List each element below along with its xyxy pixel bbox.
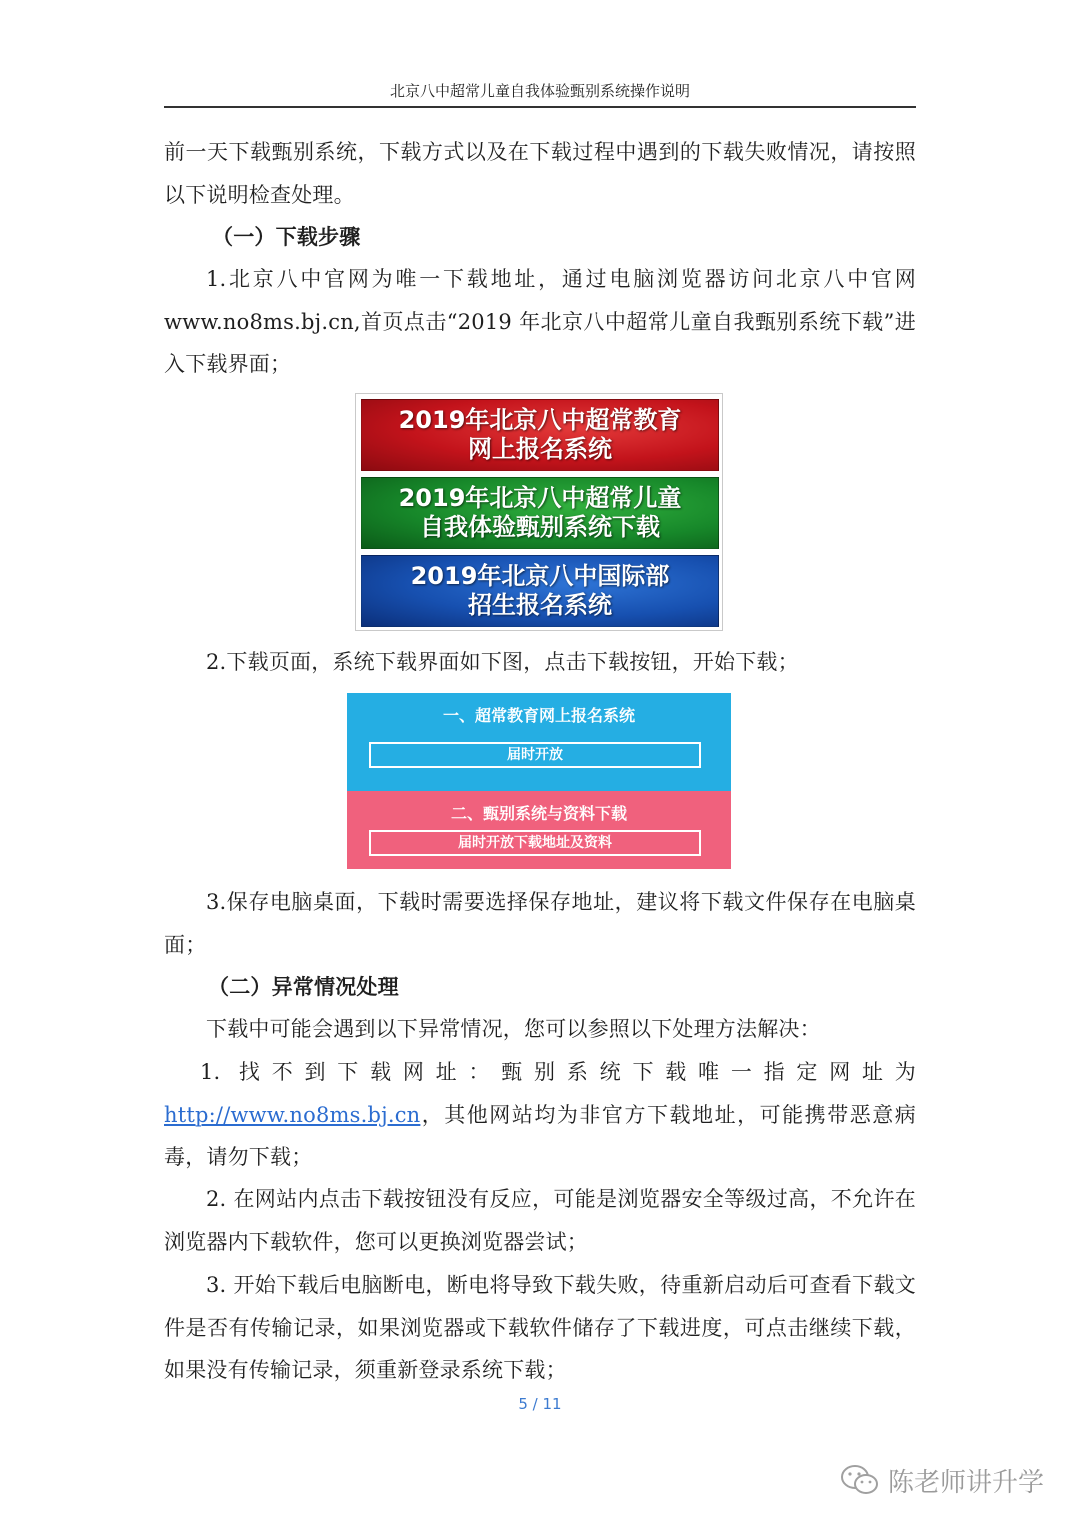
banner-signup-system[interactable] xyxy=(361,399,719,471)
banner-line1: 2019年北京八中国际部 xyxy=(410,562,670,590)
banner-line2: 自我体验甄别系统下载 xyxy=(420,513,660,541)
step3-paragraph: 3.保存电脑桌面，下载时需要选择保存地址，建议将下载文件保存在电脑桌面； xyxy=(164,890,916,957)
download-panel-title: 一、超常教育网上报名系统 xyxy=(442,706,635,725)
section2-intro: 下载中可能会遇到以下异常情况，您可以参照以下处理方法解决： xyxy=(206,1017,821,1041)
banner-line2: 招生报名系统 xyxy=(468,591,612,619)
item1-paragraph xyxy=(164,1051,916,1179)
banner-line1: 2019年北京八中超常儿童 xyxy=(398,484,682,512)
step1-cont: www.no8ms.bj.cn,首页点击“2019 年北京八中超常儿童自我甄别系统下载”进入下载界面； xyxy=(164,309,916,377)
watermark xyxy=(840,1460,1044,1500)
document-header: 北京八中超常儿童自我体验甄别系统操作说明 xyxy=(389,82,690,100)
banner-line1: 2019年北京八中超常教育 xyxy=(398,406,682,434)
header-divider xyxy=(164,106,916,108)
item1-rest: ，其他网站均为非官方下载地址，可能携带恶意病毒，请勿下载； xyxy=(164,1102,916,1170)
intro-paragraph: 前一天下载甄别系统，下载方式以及在下载过程中遇到的下载失败情况，请按照以下说明检查处理。 xyxy=(164,140,916,207)
section1-heading: （一）下载步骤 xyxy=(212,225,361,249)
banner-line2: 网上报名系统 xyxy=(468,435,612,463)
step2-paragraph: 2.下载页面，系统下载界面如下图，点击下载按钮，开始下载； xyxy=(206,650,799,674)
banner-international-dept[interactable] xyxy=(361,555,719,627)
watermark-text: 陈老师讲升学 xyxy=(888,1467,1045,1498)
step1-lead: 1.北京八中官网为唯一下载地址，通过电脑浏览器访问北京八中官网 xyxy=(206,267,916,291)
download-panel-title: 二、甄别系统与资料下载 xyxy=(450,804,627,823)
open-soon-button[interactable]: 届时开放 xyxy=(369,742,701,768)
download-address-button[interactable]: 届时开放下载地址及资料 xyxy=(369,830,701,856)
item2-paragraph: 2. 在网站内点击下载按钮没有反应，可能是浏览器安全等级过高，不允许在浏览器内下载软件，您可以更换浏览器尝试； xyxy=(164,1187,916,1254)
download-page-image xyxy=(347,693,731,869)
section2-heading: （二）异常情况处理 xyxy=(208,975,399,999)
page-number: 5 / 11 xyxy=(518,1395,562,1413)
download-panel-signup xyxy=(347,693,731,791)
homepage-banners-image xyxy=(355,393,723,631)
banner-screening-download[interactable] xyxy=(361,477,719,549)
item1-lead: 1. 找不到下载网址：甄别系统下载唯一指定网址为 xyxy=(200,1060,916,1084)
item3-paragraph: 3. 开始下载后电脑断电，断电将导致下载失败，待重新启动后可查看下载文件是否有传输记录，如果浏览器或下载软件储存了下载进度，可点击继续下载，如果没有传输记录，须重新登录系统下载； xyxy=(164,1273,916,1383)
wechat-icon xyxy=(840,1463,880,1497)
step1-paragraph xyxy=(164,258,916,386)
official-site-link[interactable]: http://www.no8ms.bj.cn xyxy=(164,1102,421,1127)
download-panel-materials xyxy=(347,791,731,869)
